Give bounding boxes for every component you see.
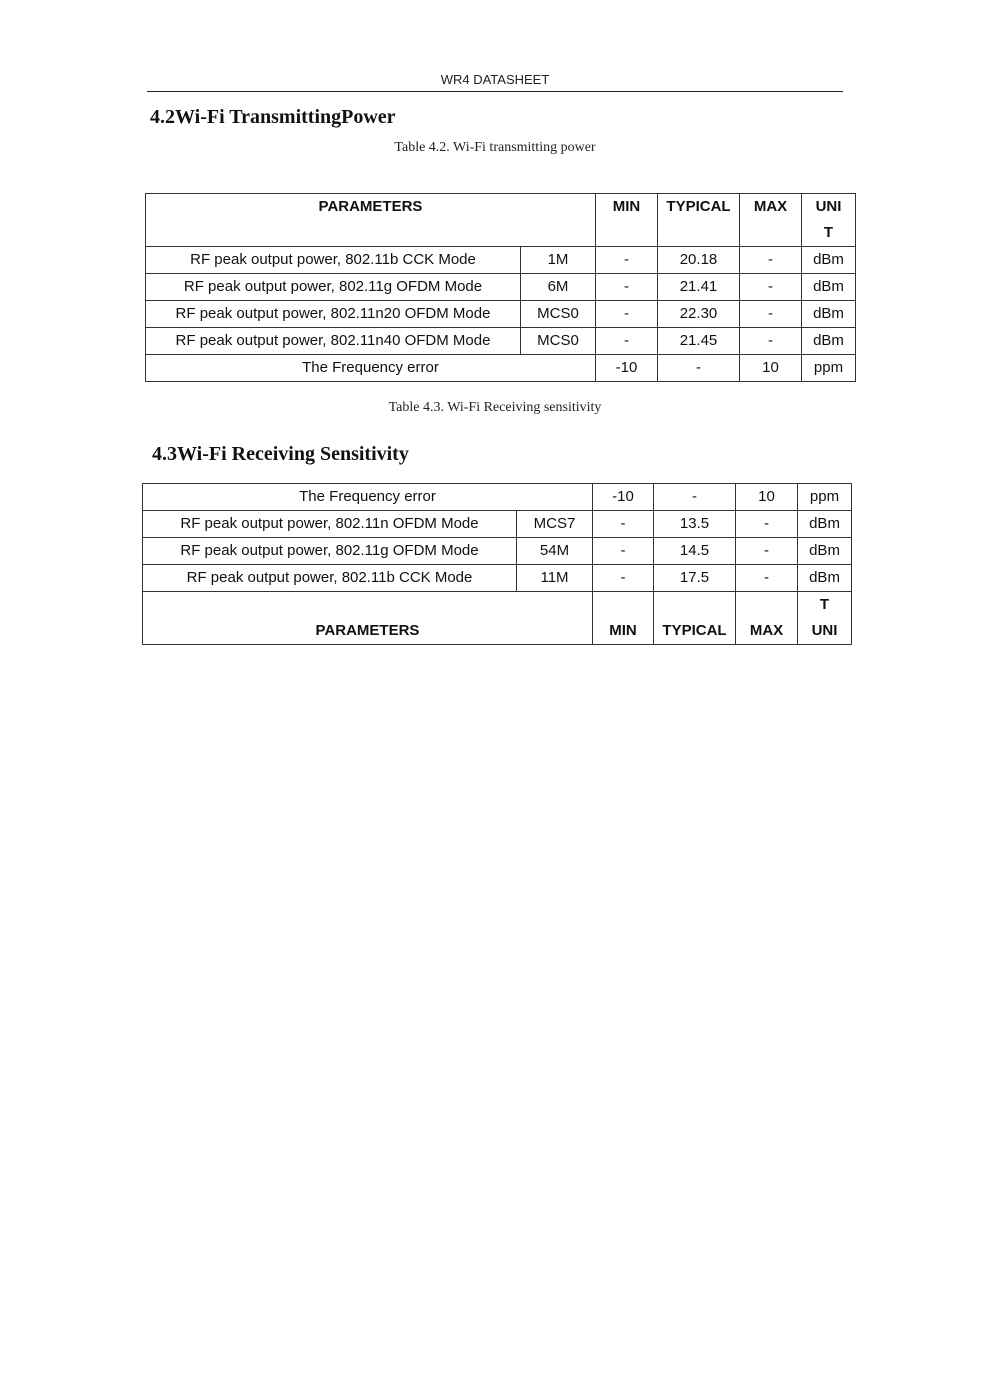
- typical-cell: 14.5: [654, 538, 736, 565]
- header-unit: [802, 194, 856, 247]
- max-cell: -: [736, 565, 798, 592]
- typical-cell: 20.18: [658, 247, 740, 274]
- param-cell: RF peak output power, 802.11n OFDM Mode: [143, 511, 517, 538]
- table-row: [143, 538, 852, 565]
- unit-cell: dBm: [802, 274, 856, 301]
- rate-cell: MCS0: [521, 328, 596, 355]
- max-cell: -: [740, 328, 802, 355]
- max-cell: -: [736, 538, 798, 565]
- min-cell: -: [593, 538, 654, 565]
- table-caption-rx: Table 4.3. Wi-Fi Receiving sensitivity: [388, 400, 602, 415]
- min-cell: -: [593, 565, 654, 592]
- rate-cell: MCS0: [521, 301, 596, 328]
- section-title-rx: 4.3Wi-Fi Receiving Sensitivity: [152, 443, 409, 465]
- frequency-error-row: [146, 355, 856, 382]
- unit-cell: dBm: [802, 301, 856, 328]
- rx-sensitivity-table: [142, 483, 852, 645]
- max-cell: -: [740, 247, 802, 274]
- header-divider: [147, 91, 843, 92]
- frequency-error-row: [143, 484, 852, 511]
- min-cell: -10: [596, 355, 658, 382]
- typical-cell: 21.45: [658, 328, 740, 355]
- typical-cell: 22.30: [658, 301, 740, 328]
- unit-cell: dBm: [802, 247, 856, 274]
- param-cell: RF peak output power, 802.11g OFDM Mode: [143, 538, 517, 565]
- max-cell: 10: [740, 355, 802, 382]
- header-typical: TYPICAL: [658, 194, 740, 247]
- table-row: [146, 247, 856, 274]
- header-parameters: PARAMETERS: [146, 194, 596, 247]
- rate-cell: 54M: [517, 538, 593, 565]
- table-row: [143, 511, 852, 538]
- max-cell: 10: [736, 484, 798, 511]
- header-typical: TYPICAL: [654, 592, 736, 645]
- max-cell: -: [740, 274, 802, 301]
- unit-cell: ppm: [798, 484, 852, 511]
- header-unit-line1: T: [819, 596, 830, 613]
- typical-cell: 13.5: [654, 511, 736, 538]
- header-max: MAX: [740, 194, 802, 247]
- typical-cell: 21.41: [658, 274, 740, 301]
- param-cell: The Frequency error: [143, 484, 593, 511]
- table-row: [146, 274, 856, 301]
- table-row: [143, 565, 852, 592]
- header-parameters: PARAMETERS: [143, 592, 593, 645]
- min-cell: -: [596, 274, 658, 301]
- unit-cell: dBm: [802, 328, 856, 355]
- header-max: MAX: [736, 592, 798, 645]
- max-cell: -: [740, 301, 802, 328]
- table-row: [146, 301, 856, 328]
- table-row: [146, 328, 856, 355]
- section-title-tx: 4.2Wi-Fi TransmittingPower: [150, 106, 396, 128]
- typical-cell: -: [654, 484, 736, 511]
- header-min: MIN: [596, 194, 658, 247]
- min-cell: -10: [593, 484, 654, 511]
- page-header-title: WR4 DATASHEET: [440, 72, 550, 87]
- rate-cell: MCS7: [517, 511, 593, 538]
- table-caption-tx: Table 4.2. Wi-Fi transmitting power: [394, 140, 596, 155]
- rate-cell: 11M: [517, 565, 593, 592]
- header-unit-line1: UNI: [815, 198, 842, 215]
- param-cell: RF peak output power, 802.11n40 OFDM Mode: [146, 328, 521, 355]
- tx-power-table: [145, 193, 856, 382]
- param-cell: RF peak output power, 802.11b CCK Mode: [146, 247, 521, 274]
- table-header-row: [146, 194, 856, 247]
- header-unit-line2: T: [823, 224, 834, 241]
- rate-cell: 1M: [521, 247, 596, 274]
- header-unit-line2: UNI: [811, 622, 838, 639]
- unit-cell: dBm: [798, 538, 852, 565]
- header-unit: [798, 592, 852, 645]
- min-cell: -: [596, 247, 658, 274]
- min-cell: -: [593, 511, 654, 538]
- min-cell: -: [596, 328, 658, 355]
- max-cell: -: [736, 511, 798, 538]
- typical-cell: -: [658, 355, 740, 382]
- param-cell: The Frequency error: [146, 355, 596, 382]
- table-header-row: [143, 592, 852, 645]
- rate-cell: 6M: [521, 274, 596, 301]
- param-cell: RF peak output power, 802.11g OFDM Mode: [146, 274, 521, 301]
- header-min: MIN: [593, 592, 654, 645]
- min-cell: -: [596, 301, 658, 328]
- unit-cell: ppm: [802, 355, 856, 382]
- param-cell: RF peak output power, 802.11b CCK Mode: [143, 565, 517, 592]
- unit-cell: dBm: [798, 511, 852, 538]
- param-cell: RF peak output power, 802.11n20 OFDM Mode: [146, 301, 521, 328]
- unit-cell: dBm: [798, 565, 852, 592]
- typical-cell: 17.5: [654, 565, 736, 592]
